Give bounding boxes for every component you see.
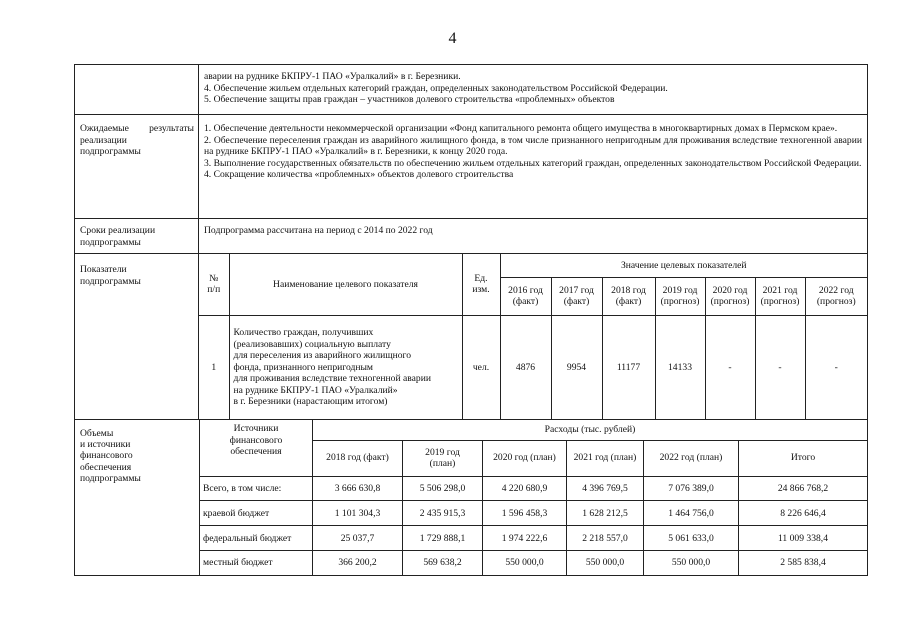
tasks-continuation-row	[75, 65, 867, 115]
fin-year-header	[567, 440, 644, 476]
financing-table	[199, 420, 867, 575]
fin-value: 1 596 458,3	[483, 501, 567, 526]
indicator-name-line: (реализовавших) социальную выплату	[233, 338, 391, 350]
fin-year-kind: (план)	[429, 458, 456, 469]
indicator-value: 14133	[655, 315, 705, 419]
fin-value: 24 866 768,2	[739, 476, 868, 501]
fin-value: 8 226 646,4	[739, 501, 868, 526]
fin-value: 1 974 222,6	[483, 526, 567, 551]
fin-year-label: 2020 год (план)	[493, 452, 556, 464]
fin-value: 1 464 756,0	[644, 501, 739, 526]
year-kind: (факт)	[615, 296, 642, 307]
passport-table	[74, 64, 868, 576]
fin-source: федеральный бюджет	[200, 526, 313, 551]
expected-result-item: 2. Обеспечение переселения граждан из аварийного жилищного фонда, в том числе признанного непригодным для проживания вследствие техногенной аварии на руднике БКПРУ-1 ПАО «Уралкалий» в г. Березники, к концу 2020 года.	[204, 134, 862, 158]
fin-year-header	[483, 440, 567, 476]
fin-source: местный бюджет	[200, 551, 313, 575]
indicator-data-row	[199, 315, 867, 419]
indicator-value: 4876	[500, 315, 551, 419]
fin-year-label: 2019 год	[425, 446, 460, 458]
continuation-line: аварии на руднике БКПРУ-1 ПАО «Уралкалий» в г. Березники.	[204, 71, 461, 82]
terms-text: Подпрограмма рассчитана на период с 2014 по 2022 год	[204, 225, 433, 236]
tasks-label-cell	[75, 65, 199, 114]
expected-results-label	[75, 115, 199, 218]
fin-value: 4 396 769,5	[567, 476, 644, 501]
fin-year-header	[644, 440, 739, 476]
fin-value: 569 638,2	[403, 551, 483, 575]
expected-result-item: 1. Обеспечение деятельности некоммерческой организации «Фонд капитального ремонта общего имущества в многоквартирных домах в Пермском крае».	[204, 123, 838, 134]
year-header	[655, 277, 705, 315]
label-line: подпрограммы	[80, 275, 141, 287]
fin-value: 1 628 212,5	[567, 501, 644, 526]
fin-value: 11 009 338,4	[739, 526, 868, 551]
year-kind: (прогноз)	[760, 296, 800, 307]
year-kind: (прогноз)	[816, 296, 856, 307]
fin-value: 1 101 304,3	[313, 501, 403, 526]
indicator-unit: чел.	[462, 315, 500, 419]
label-line: обеспечения	[80, 461, 132, 473]
year-header	[500, 277, 551, 315]
fin-value: 3 666 630,8	[313, 476, 403, 501]
year-header	[602, 277, 655, 315]
fin-year-label: 2021 год (план)	[573, 452, 637, 464]
terms-label	[75, 219, 199, 253]
fin-value: 5 506 298,0	[403, 476, 483, 501]
year-label: 2017 год	[559, 284, 594, 296]
continuation-line: 5. Обеспечение защиты прав граждан – участников долевого строительства «проблемных» объектов	[204, 94, 615, 106]
page-number: 4	[448, 30, 457, 47]
label-line: подпрограммы	[80, 236, 141, 248]
fin-year-header	[313, 440, 403, 476]
fin-source: краевой бюджет	[200, 501, 313, 526]
financing-content	[199, 420, 867, 575]
fin-value: 2 435 915,3	[403, 501, 483, 526]
financing-label	[75, 420, 199, 575]
year-label: 2022 год	[818, 284, 854, 296]
header-line: №	[209, 272, 219, 284]
col-sources-header	[200, 420, 313, 476]
expected-result-item: 4. Сокращение количества «проблемных» объектов долевого строительства	[204, 169, 514, 181]
indicator-value: -	[755, 315, 805, 419]
header-line: Ед.	[474, 272, 488, 284]
terms-content	[199, 219, 867, 253]
year-header	[705, 277, 755, 315]
year-kind: (факт)	[512, 296, 539, 307]
label-line: подпрограммы	[80, 146, 141, 157]
continuation-line: 4. Обеспечение жильем отдельных категорий граждан, определенных законодательством Российской Федерации.	[204, 82, 668, 94]
expected-results-content	[199, 115, 867, 218]
fin-value: 366 200,2	[313, 551, 403, 575]
year-label: 2019 год	[662, 284, 698, 296]
fin-year-header	[403, 440, 483, 476]
fin-value: 550 000,0	[567, 551, 644, 575]
fin-value: 4 220 680,9	[483, 476, 567, 501]
label-line: Ожидаемые результаты	[80, 123, 194, 134]
label-line: финансового	[80, 450, 133, 462]
label-line: реализации	[80, 134, 127, 146]
indicators-label	[75, 254, 199, 419]
col-values-header: Значение целевых показателей	[500, 254, 867, 277]
indicator-name-line: Количество граждан, получивших	[233, 327, 374, 338]
tasks-continuation-content	[199, 65, 867, 114]
fin-source: Всего, в том числе:	[200, 476, 313, 501]
indicator-name-line: в г. Березники (нарастающим итогом)	[233, 396, 388, 407]
fin-value: 550 000,0	[483, 551, 567, 575]
indicator-value: -	[805, 315, 867, 419]
indicator-name-line: для проживания вследствие техногенной аварии	[233, 373, 431, 384]
year-label: 2020 год	[712, 284, 748, 296]
header-line: п/п	[207, 284, 221, 296]
col-num-header	[199, 254, 229, 315]
expected-result-item: 3. Выполнение государственных обязательств по обеспечению жильем отдельных категорий граждан, определенных законодательством Российской Федерации.	[204, 157, 862, 169]
label-line: подпрограммы	[80, 472, 141, 484]
year-kind: (прогноз)	[710, 296, 750, 307]
fin-value: 7 076 389,0	[644, 476, 739, 501]
indicator-value: -	[705, 315, 755, 419]
terms-row	[75, 219, 867, 254]
label-line: Объемы	[80, 428, 114, 439]
expected-results-row	[75, 115, 867, 219]
fin-data-row	[200, 551, 868, 575]
fin-value: 2 218 557,0	[567, 526, 644, 551]
fin-data-row	[200, 476, 868, 501]
fin-value: 5 061 633,0	[644, 526, 739, 551]
year-kind: (факт)	[563, 296, 590, 307]
year-header	[755, 277, 805, 315]
label-line: Сроки реализации	[80, 225, 156, 236]
col-expenses-header: Расходы (тыс. рублей)	[313, 420, 868, 440]
header-line: обеспечения	[230, 446, 282, 457]
indicator-value: 9954	[551, 315, 602, 419]
header-line: изм.	[472, 284, 490, 296]
fin-value: 1 729 888,1	[403, 526, 483, 551]
fin-year-label: Итого	[790, 452, 816, 464]
col-unit-header	[462, 254, 500, 315]
indicators-table	[199, 254, 867, 419]
indicators-row	[75, 254, 867, 420]
indicator-name-line: для переселения из аварийного жилищного	[233, 350, 412, 361]
indicator-name-line: на руднике БКПРУ-1 ПАО «Уралкалий»	[233, 384, 398, 396]
fin-value: 550 000,0	[644, 551, 739, 575]
indicators-content	[199, 254, 867, 419]
year-header	[805, 277, 867, 315]
year-header	[551, 277, 602, 315]
year-kind: (прогноз)	[660, 296, 700, 307]
fin-data-row	[200, 501, 868, 526]
indicator-num: 1	[199, 315, 229, 419]
fin-year-label: 2022 год (план)	[659, 452, 723, 464]
fin-value: 25 037,7	[313, 526, 403, 551]
indicator-name	[229, 315, 462, 419]
label-line: Показатели	[80, 264, 127, 275]
fin-data-row	[200, 526, 868, 551]
fin-year-header	[739, 440, 868, 476]
indicator-name-line: фонда, признанного непригодным	[233, 361, 373, 373]
fin-year-label: 2018 год (факт)	[326, 452, 389, 464]
year-label: 2021 год	[762, 284, 798, 296]
indicator-value: 11177	[602, 315, 655, 419]
label-line: и источники	[80, 439, 131, 451]
header-line: Источники	[233, 423, 279, 434]
header-line: финансового	[229, 434, 283, 446]
fin-value: 2 585 838,4	[739, 551, 868, 575]
financing-row	[75, 420, 867, 575]
col-name-header: Наименование целевого показателя	[229, 254, 462, 315]
year-label: 2018 год	[611, 284, 646, 296]
year-label: 2016 год	[508, 284, 543, 296]
